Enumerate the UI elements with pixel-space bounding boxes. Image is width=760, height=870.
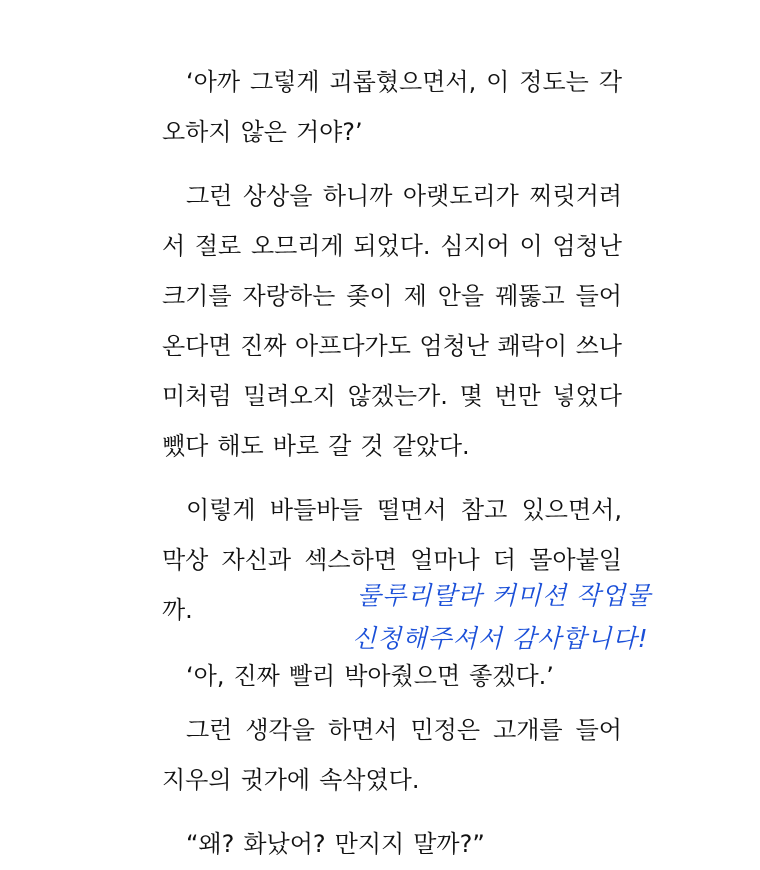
word: 진짜 (240, 332, 287, 360)
text-line (162, 230, 622, 262)
word: 떨면서 (377, 496, 447, 524)
word: 들어 (575, 716, 622, 744)
word: 그렇게 (249, 68, 320, 96)
word: 고개를 (493, 716, 563, 744)
text-line (162, 494, 622, 526)
word: 섹스하면 (304, 546, 397, 574)
word: 크기를 (162, 282, 232, 310)
word: 번만 (494, 382, 541, 410)
word: 바로 (272, 432, 320, 460)
text-line (162, 116, 622, 148)
word: 밀려오지 (243, 382, 336, 410)
word: 귓가에 (240, 766, 311, 794)
word: 이렇게 (186, 496, 256, 524)
word: 자랑하는 (242, 282, 336, 310)
word: 자신과 (221, 546, 292, 574)
text-line (162, 544, 622, 576)
word: 꿰뚫고 (495, 282, 565, 310)
word: 상상을 (242, 182, 313, 210)
word: 하니까 (322, 182, 393, 210)
word: 속삭였다. (319, 766, 420, 794)
word: 몇 (459, 382, 483, 410)
word: 아랫도리가 (402, 182, 519, 210)
word: 뺐다 (162, 432, 209, 460)
word: 들어 (575, 282, 622, 310)
word: 이 (486, 68, 510, 96)
word: 좋겠다.’ (469, 662, 554, 690)
word: 민정은 (410, 716, 481, 744)
word: 화났어? (243, 830, 326, 858)
text-line (162, 180, 622, 212)
word: 그런 (186, 182, 233, 210)
word: 쓰나 (575, 332, 622, 360)
word: 하면서 (327, 716, 398, 744)
word: 있으면서, (521, 496, 622, 524)
word: 그런 (186, 716, 233, 744)
text-line (162, 330, 622, 362)
word: 쾌락이 (497, 332, 568, 360)
word: 되었다. (353, 232, 431, 260)
word: 각 (598, 68, 622, 96)
word: 심지어 (440, 232, 510, 260)
word: 빨리 (288, 662, 336, 690)
word: 까. (162, 596, 193, 624)
text-line (162, 764, 622, 796)
word: 안을 (437, 282, 485, 310)
word: 제 (403, 282, 427, 310)
word: 진짜 (233, 662, 280, 690)
word: 바들바들 (269, 496, 363, 524)
word: 갈 (328, 432, 352, 460)
word: 온다면 (162, 332, 232, 360)
word: 절로 (194, 232, 242, 260)
word: 얼마나 (410, 546, 480, 574)
word: 지우의 (162, 766, 232, 794)
word: 엄청난 (419, 332, 489, 360)
word: 정도는 (519, 68, 589, 96)
word: 것 (360, 432, 384, 460)
word: ‘아, (186, 662, 225, 690)
word: 서 (162, 232, 186, 260)
commission-watermark-line2: 신청해주셔서 감사합니다! (352, 624, 649, 653)
word: 거야?’ (295, 118, 363, 146)
word: 이 (519, 232, 543, 260)
word: 같았다. (392, 432, 470, 460)
word: 않겠는가. (347, 382, 448, 410)
text-line (162, 828, 622, 860)
word: 오므리게 (250, 232, 344, 260)
word: 해도 (217, 432, 264, 460)
text-line (162, 280, 622, 312)
word: ‘아까 (186, 68, 240, 96)
text-line (162, 430, 622, 462)
word: 참고 (460, 496, 508, 524)
word: 않은 (240, 118, 287, 146)
text-line (162, 380, 622, 412)
word: 미처럼 (162, 382, 232, 410)
word: 아프다가도 (294, 332, 411, 360)
text-line (162, 660, 622, 692)
word: 만지지 (334, 830, 405, 858)
word: 엄청난 (552, 232, 622, 260)
text-line (162, 66, 622, 98)
word: 막상 (162, 546, 209, 574)
commission-watermark-line1: 룰루리랄라 커미션 작업물 (357, 581, 652, 610)
word: 찌릿거려 (529, 182, 622, 210)
word: 박아줬으면 (344, 662, 461, 690)
word: 말까?” (413, 830, 485, 858)
word: 괴롭혔으면서, (329, 68, 477, 96)
word: 좆이 (346, 282, 393, 310)
word: “왜? (186, 830, 235, 858)
word: 넣었다 (552, 382, 622, 410)
word: 생각을 (245, 716, 315, 744)
word: 오하지 (162, 118, 232, 146)
word: 더 (492, 546, 517, 574)
word: 몰아붙일 (529, 546, 622, 574)
text-line (162, 714, 622, 746)
